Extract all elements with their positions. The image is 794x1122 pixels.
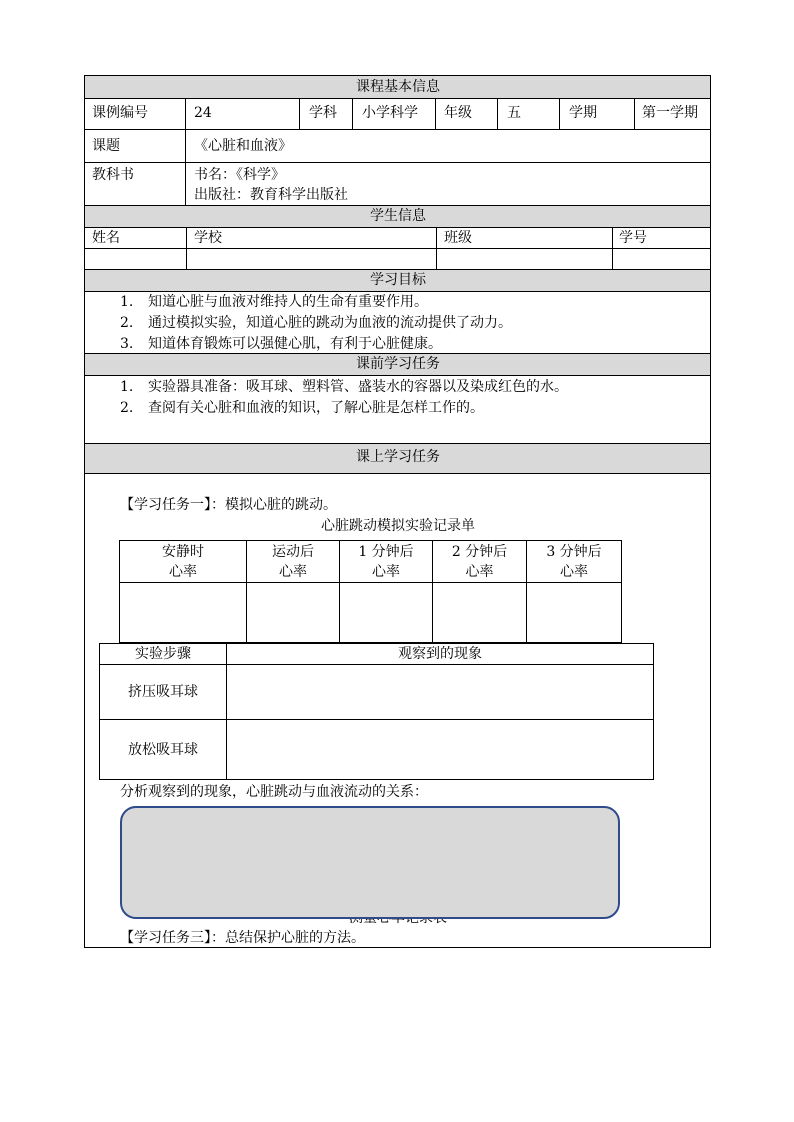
task1-bracket: 【学习任务一】 <box>120 497 211 513</box>
course-info-header: 课程基本信息 <box>356 79 440 95</box>
in-class-header: 课上学习任务 <box>356 449 440 465</box>
objective-num: 1. <box>120 294 134 310</box>
grade-label: 年级 <box>444 105 472 121</box>
step-squeeze: 挤压吸耳球 <box>100 665 227 720</box>
term-value: 第一学期 <box>642 105 698 121</box>
heart-rate-header: 运动后 心率 <box>247 541 340 583</box>
topic-value: 《心脏和血液》 <box>194 138 292 154</box>
step-release: 放松吸耳球 <box>100 720 227 780</box>
class-label: 班级 <box>444 230 472 246</box>
school-label: 学校 <box>194 230 222 246</box>
objective-item: 知道心脏与血液对维持人的生命有重要作用。 <box>148 294 428 310</box>
phenomena-header: 观察到的现象 <box>227 644 654 665</box>
case-no-value: 24 <box>194 105 212 121</box>
term-label: 学期 <box>569 105 597 121</box>
objective-item: 通过模拟实验，知道心脏的跳动为血液的流动提供了动力。 <box>148 315 512 331</box>
heart-rate-header: 2 分钟后 心率 <box>433 541 527 583</box>
textbook-publisher: 出版社：教育科学出版社 <box>194 187 348 203</box>
pre-class-num: 1. <box>120 379 134 395</box>
pre-class-num: 2. <box>120 400 134 416</box>
pre-class-header: 课前学习任务 <box>356 356 440 372</box>
heart-rate-cell[interactable] <box>527 583 622 643</box>
subject-value: 小学科学 <box>362 105 418 121</box>
subject-label: 学科 <box>309 105 337 121</box>
textbook-label: 教科书 <box>92 167 134 183</box>
student-id-label: 学号 <box>619 230 647 246</box>
heart-rate-cell[interactable] <box>120 583 247 643</box>
topic-label: 课题 <box>92 138 120 154</box>
task3-text: ：总结保护心脏的方法。 <box>211 930 365 946</box>
heart-rate-cell[interactable] <box>247 583 340 643</box>
heart-rate-header: 1 分钟后 心率 <box>340 541 433 583</box>
phenomena-cell[interactable] <box>227 720 654 780</box>
record-title: 心脏跳动模拟实验记录单 <box>321 518 475 534</box>
heart-rate-cell[interactable] <box>340 583 433 643</box>
objectives-header: 学习目标 <box>370 272 426 288</box>
pre-class-item: 查阅有关心脏和血液的知识，了解心脏是怎样工作的。 <box>148 400 484 416</box>
steps-header: 实验步骤 <box>100 644 227 665</box>
textbook-name: 书名：《科学》 <box>194 167 285 183</box>
task1-text: ：模拟心脏的跳动。 <box>211 497 337 513</box>
objective-item: 知道体育锻炼可以强健心肌，有利于心脏健康。 <box>148 336 442 352</box>
case-no-label: 课例编号 <box>92 105 148 121</box>
objective-num: 2. <box>120 315 134 331</box>
heart-rate-table <box>119 540 622 643</box>
heart-rate-header: 安静时 心率 <box>120 541 247 583</box>
experiment-steps-table <box>99 643 654 780</box>
name-label: 姓名 <box>92 230 120 246</box>
task3-heading <box>120 928 365 948</box>
grade-value: 五 <box>507 105 521 121</box>
phenomena-cell[interactable] <box>227 665 654 720</box>
task3-bracket: 【学习任务三】 <box>120 930 211 946</box>
analysis-prompt: 分析观察到的现象，心脏跳动与血液流动的关系： <box>120 784 428 800</box>
pre-class-item: 实验器具准备：吸耳球、塑料管、盛装水的容器以及染成红色的水。 <box>148 379 568 395</box>
heart-rate-header: 3 分钟后 心率 <box>527 541 622 583</box>
objective-num: 3. <box>120 336 134 352</box>
answer-overlay-box[interactable] <box>120 806 620 919</box>
task1-heading <box>120 495 337 515</box>
student-info-header: 学生信息 <box>370 208 426 224</box>
heart-rate-cell[interactable] <box>433 583 527 643</box>
